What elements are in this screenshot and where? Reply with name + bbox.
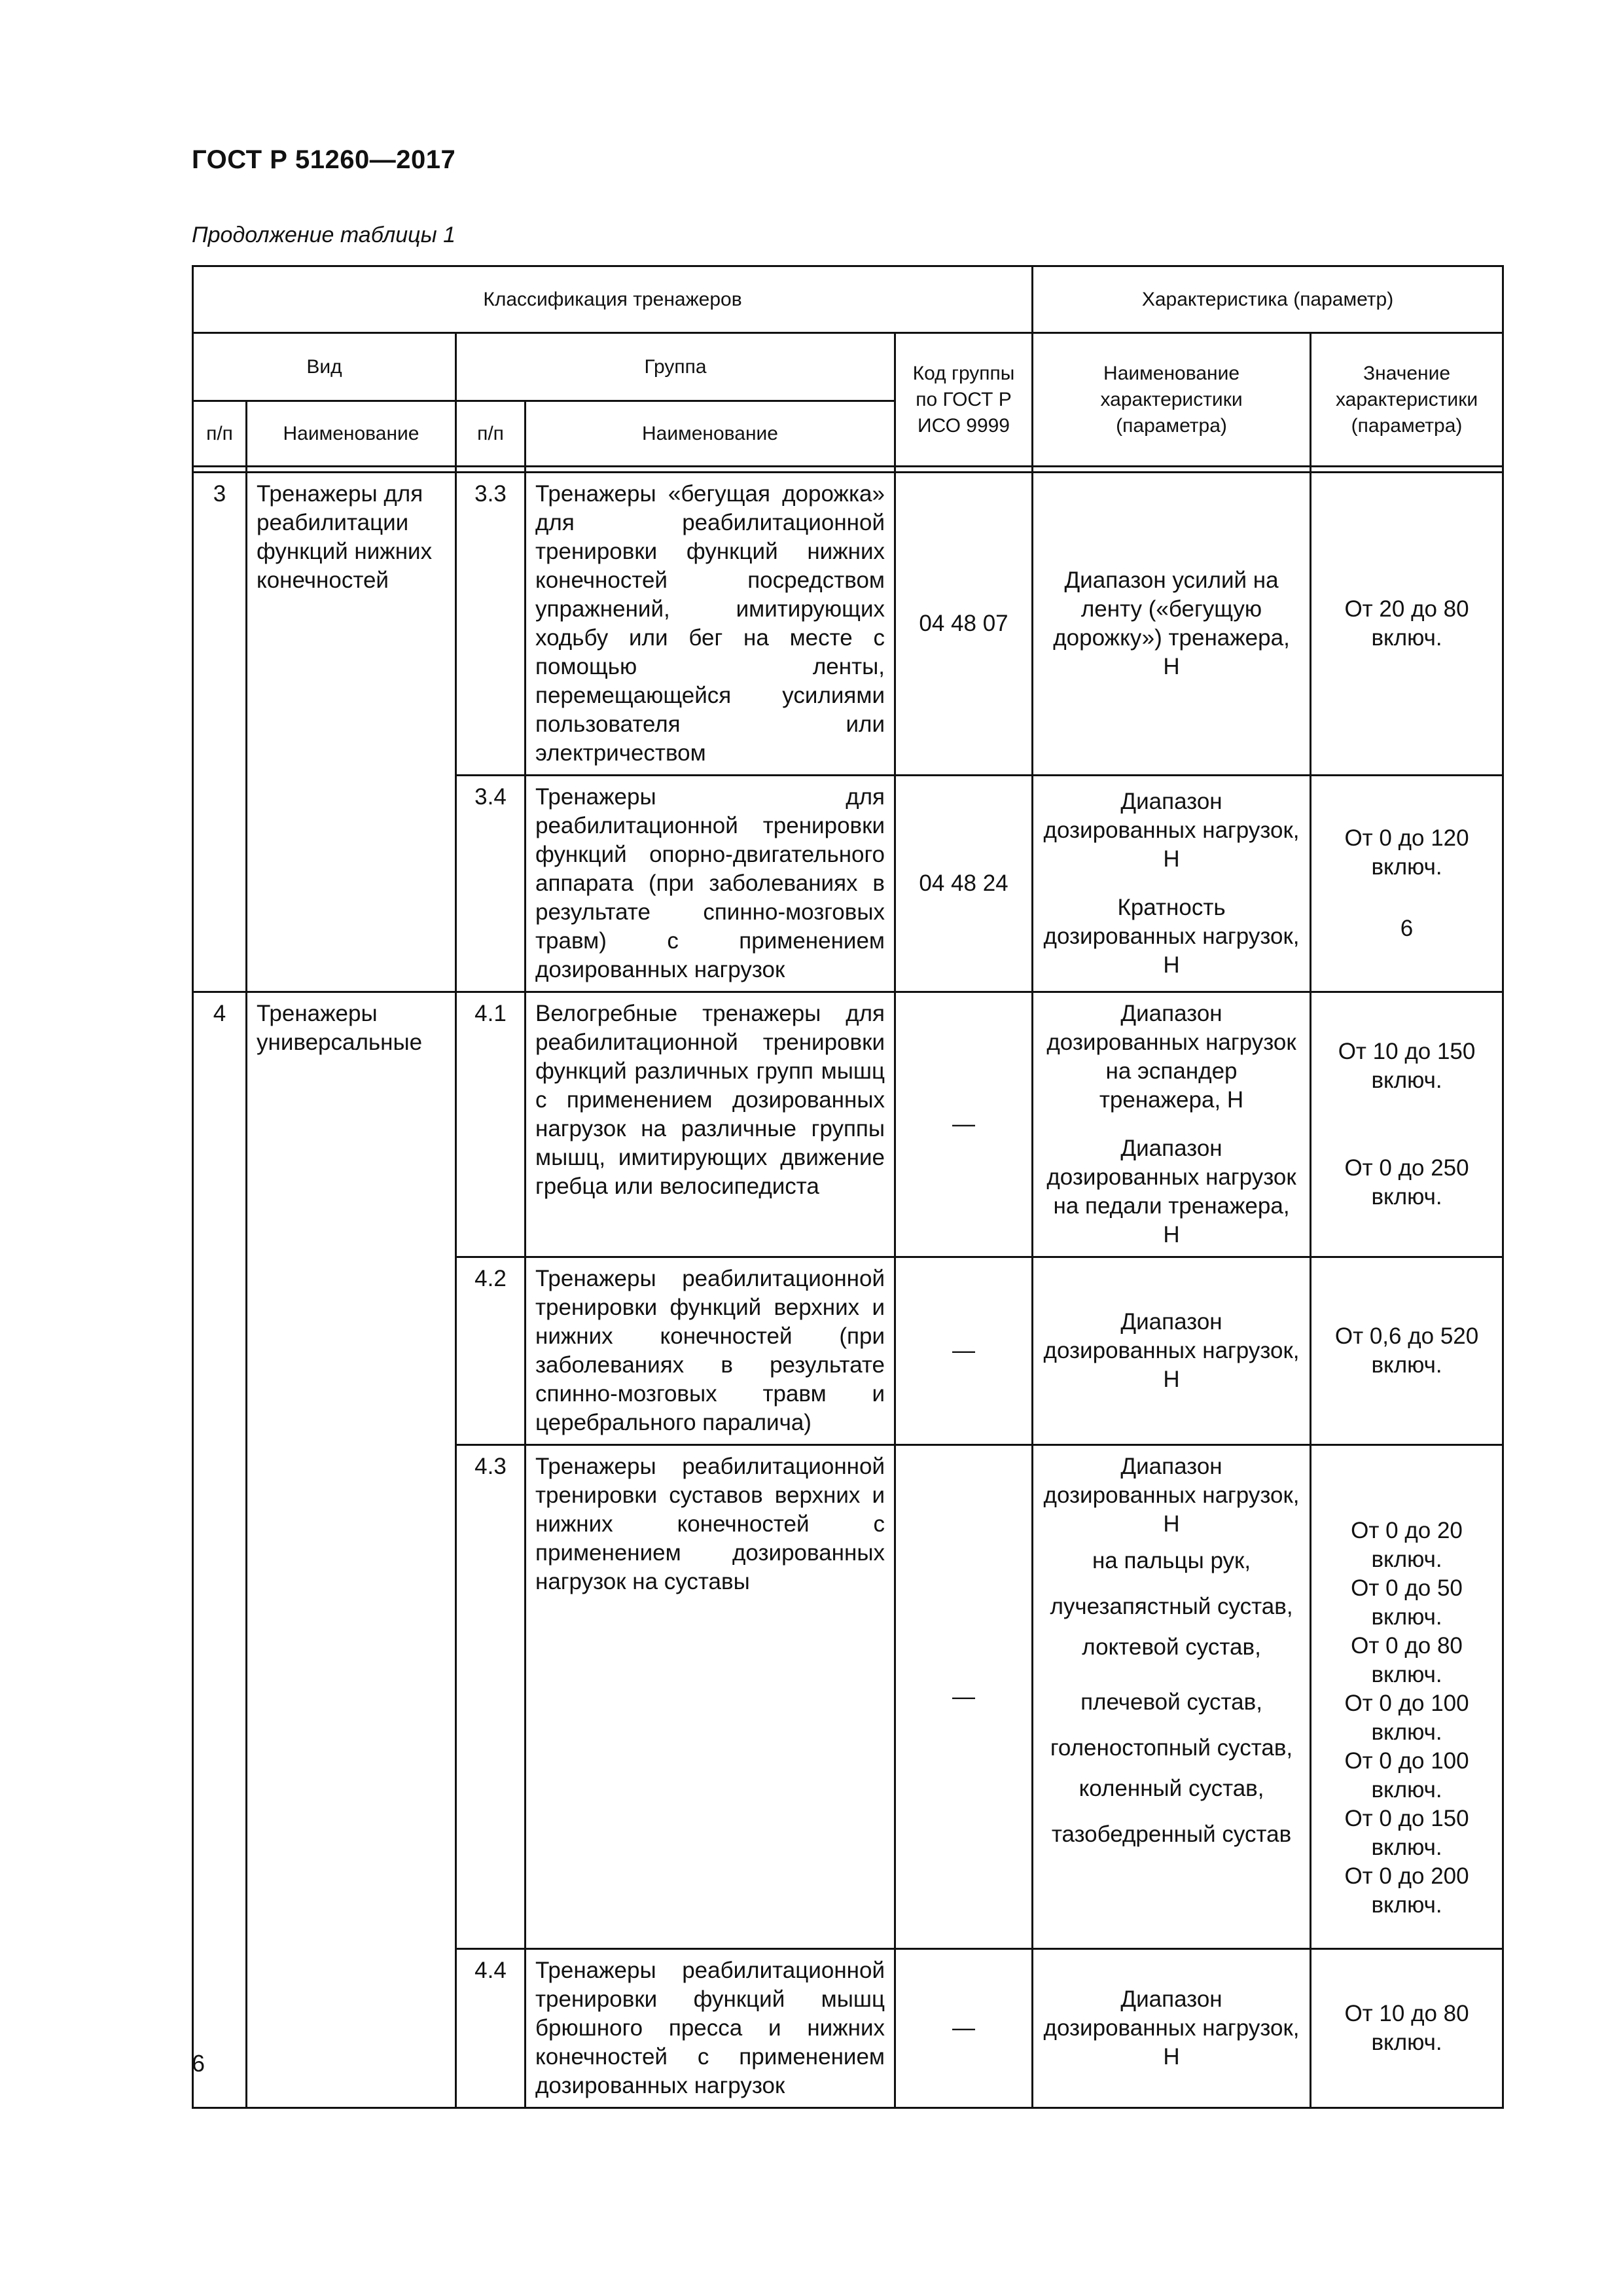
char-value: От 0 до 50 включ. bbox=[1351, 1575, 1463, 1630]
group-code: — bbox=[895, 992, 1033, 1257]
type-name: Тренажеры универсальные bbox=[247, 992, 456, 2108]
group-number: 4.1 bbox=[456, 992, 526, 1257]
table-row bbox=[193, 992, 1503, 1257]
char-value: От 0 до 200 включ. bbox=[1344, 1863, 1469, 1918]
header-char-name: Наименование характеристики (параметра) bbox=[1033, 333, 1311, 467]
group-number: 3.3 bbox=[456, 473, 526, 776]
char-value: 6 bbox=[1400, 916, 1414, 941]
char-values bbox=[1311, 1445, 1503, 1949]
char-name: Диапазон дозированных нагрузок на эспандер тренажера, Н bbox=[1046, 1001, 1296, 1113]
char-name: на пальцы рук, bbox=[1092, 1548, 1251, 1573]
group-name: Тренажеры для реабилитационной тренировки функций опорно-двигательного аппарата (при заболеваниях в результате спинно-мозговых травм) с применением дозированных нагрузок bbox=[526, 776, 895, 992]
type-number: 3 bbox=[193, 473, 247, 992]
group-name: Велогребные тренажеры для реабилитационной тренировки функций различных групп мышц с применением дозированных нагрузок на различные группы мышц, имитирующих движение гребца или велосипедиста bbox=[526, 992, 895, 1257]
group-number: 3.4 bbox=[456, 776, 526, 992]
char-name: Диапазон дозированных нагрузок, Н bbox=[1033, 1949, 1311, 2108]
page-number: 6 bbox=[192, 2050, 205, 2077]
group-code: — bbox=[895, 1445, 1033, 1949]
table-caption: Продолжение таблицы 1 bbox=[192, 223, 455, 247]
char-name: коленный сустав, bbox=[1079, 1776, 1264, 1801]
type-name: Тренажеры для реабилитации функций нижних конечностей bbox=[247, 473, 456, 992]
char-names bbox=[1033, 992, 1311, 1257]
char-name: тазобедренный сустав bbox=[1051, 1821, 1292, 1847]
group-number: 4.2 bbox=[456, 1257, 526, 1445]
header-type: Вид bbox=[193, 333, 456, 401]
header-code: Код группы по ГОСТ Р ИСО 9999 bbox=[895, 333, 1033, 467]
group-number: 4.4 bbox=[456, 1949, 526, 2108]
char-value: От 0 до 80 включ. bbox=[1351, 1633, 1463, 1687]
header-pp-type: п/п bbox=[193, 401, 247, 467]
char-heading: Диапазон дозированных нагрузок, Н bbox=[1043, 1454, 1300, 1537]
char-name: Диапазон дозированных нагрузок на педали тренажера, Н bbox=[1046, 1136, 1296, 1247]
char-names bbox=[1033, 776, 1311, 992]
char-value: От 0,6 до 520 включ. bbox=[1311, 1257, 1503, 1445]
header-name-type: Наименование bbox=[247, 401, 456, 467]
group-code: 04 48 07 bbox=[895, 473, 1033, 776]
document-header: ГОСТ Р 51260—2017 bbox=[192, 145, 456, 174]
group-name: Тренажеры реабилитационной тренировки функций верхних и нижних конечностей (при заболеваниях в результате спинно-мозговых травм и церебрального паралича) bbox=[526, 1257, 895, 1445]
char-value: От 10 до 80 включ. bbox=[1311, 1949, 1503, 2108]
char-values bbox=[1311, 776, 1503, 992]
table-row bbox=[193, 473, 1503, 776]
header-characteristic: Характеристика (параметр) bbox=[1033, 266, 1503, 333]
char-value: От 0 до 120 включ. bbox=[1344, 825, 1469, 880]
char-name: Диапазон дозированных нагрузок, Н bbox=[1033, 1257, 1311, 1445]
group-name: Тренажеры «бегущая дорожка» для реабилитационной тренировки функций нижних конечностей посредством упражнений, имитирующих ходьбу или бег на месте с помощью ленты, перемещающейся усилиями пользователя или электричеством bbox=[526, 473, 895, 776]
header-pp-group: п/п bbox=[456, 401, 526, 467]
group-code: 04 48 24 bbox=[895, 776, 1033, 992]
header-group: Группа bbox=[456, 333, 895, 401]
classification-table bbox=[192, 265, 1504, 2109]
group-name: Тренажеры реабилитационной тренировки суставов верхних и нижних конечностей с применением дозированных нагрузок на суставы bbox=[526, 1445, 895, 1949]
char-name: плечевой сустав, bbox=[1080, 1689, 1262, 1715]
char-name: лучезапястный сустав, bbox=[1050, 1594, 1293, 1619]
char-value: От 0 до 20 включ. bbox=[1351, 1518, 1463, 1572]
header-char-value: Значение характеристики (параметра) bbox=[1311, 333, 1503, 467]
char-names bbox=[1033, 1445, 1311, 1949]
char-values bbox=[1311, 992, 1503, 1257]
char-value: От 0 до 100 включ. bbox=[1344, 1748, 1469, 1803]
char-name: Диапазон дозированных нагрузок, Н bbox=[1043, 789, 1300, 872]
char-name: голеностопный сустав, bbox=[1050, 1735, 1293, 1761]
char-name: Диапазон усилий на ленту («бегущую дорожку») тренажера, Н bbox=[1033, 473, 1311, 776]
char-name: локтевой сустав, bbox=[1082, 1634, 1261, 1660]
char-value: От 0 до 250 включ. bbox=[1344, 1155, 1469, 1210]
char-value: От 0 до 150 включ. bbox=[1344, 1806, 1469, 1860]
char-value: От 20 до 80 включ. bbox=[1311, 473, 1503, 776]
type-number: 4 bbox=[193, 992, 247, 2108]
header-name-group: Наименование bbox=[526, 401, 895, 467]
char-name: Кратность дозированных нагрузок, Н bbox=[1043, 895, 1300, 978]
group-code: — bbox=[895, 1949, 1033, 2108]
group-name: Тренажеры реабилитационной тренировки функций мышц брюшного пресса и нижних конечностей с применением дозированных нагрузок bbox=[526, 1949, 895, 2108]
group-code: — bbox=[895, 1257, 1033, 1445]
char-value: От 0 до 100 включ. bbox=[1344, 1691, 1469, 1745]
header-classification: Классификация тренажеров bbox=[193, 266, 1033, 333]
group-number: 4.3 bbox=[456, 1445, 526, 1949]
char-value: От 10 до 150 включ. bbox=[1338, 1039, 1476, 1093]
